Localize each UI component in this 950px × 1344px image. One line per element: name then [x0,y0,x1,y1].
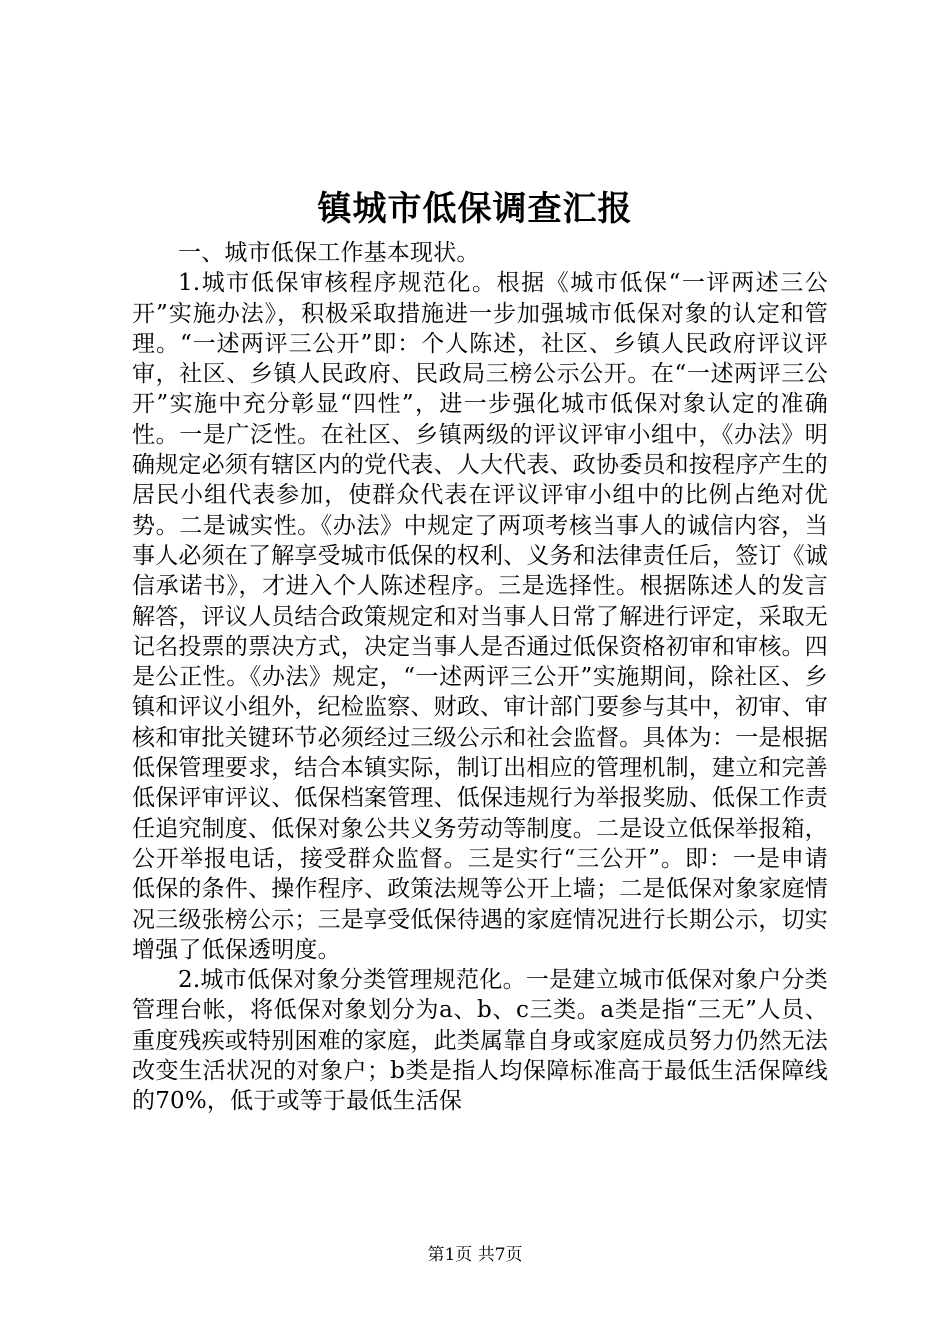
document-body [132,238,828,1117]
paragraph-section-heading: 一、城市低保工作基本现状。 [178,240,480,266]
page-footer: 第1页 共7页 [427,1245,523,1265]
paragraph-item-2: 2.城市低保对象分类管理规范化。一是建立城市低保对象户分类管理台帐，将低保对象划分为a、b、c三类。a类是指“三无”人员、重度残疾或特别困难的家庭，此类属靠自身或家庭成员努力仍然无法改变生活状况的对象户；b类是指人均保障标准高于最低生活保障线的70%，低于或等于最低生活保 [132,967,828,1115]
page-title: 镇城市低保调查汇报 [317,189,633,229]
paragraph-item-1: 1.城市低保审核程序规范化。根据《城市低保“一评两述三公开”实施办法》，积极采取措施进一步加强城市低保对象的认定和管理。“一述两评三公开”即：个人陈述，社区、乡镇人民政府评议评审，社区、乡镇人民政府、民政局三榜公示公开。在“一述两评三公开”实施中充分彰显“四性”，进一步强化城市低保对象认定的准确性。一是广泛性。在社区、乡镇两级的评议评审小组中，《办法》明确规定必须有辖区内的党代表、人大代表、政协委员和按程序产生的居民小组代表参加，使群众代表在评议评审小组中的比例占绝对优势。二是诚实性。《办法》中规定了两项考核当事人的诚信内容，当事人必须在了解享受城市低保的权利、义务和法律责任后，签订《诚信承诺书》，才进入个人陈述程序。三是选择性。根据陈述人的发言解答，评议人员结合政策规定和对当事人日常了解进行评定，采取无记名投票的票决方式，决定当事人是否通过低保资格初审和审核。四是公正性。《办法》规定，“一述两评三公开”实施期间，除社区、乡镇和评议小组外，纪检监察、财政、审计部门要参与其中，初审、审核和审批关键环节必须经过三级公示和社会监督。具体为：一是根据低保管理要求，结合本镇实际，制订出相应的管理机制，建立和完善低保评审评议、低保档案管理、低保违规行为举报奖励、低保工作责任追究制度、低保对象公共义务劳动等制度。二是设立低保举报箱，公开举报电话，接受群众监督。三是实行“三公开”。即：一是申请低保的条件、操作程序、政策法规等公开上墙；二是低保对象家庭情况三级张榜公示；三是享受低保待遇的家庭情况进行长期公示，切实增强了低保透明度。 [132,270,828,963]
